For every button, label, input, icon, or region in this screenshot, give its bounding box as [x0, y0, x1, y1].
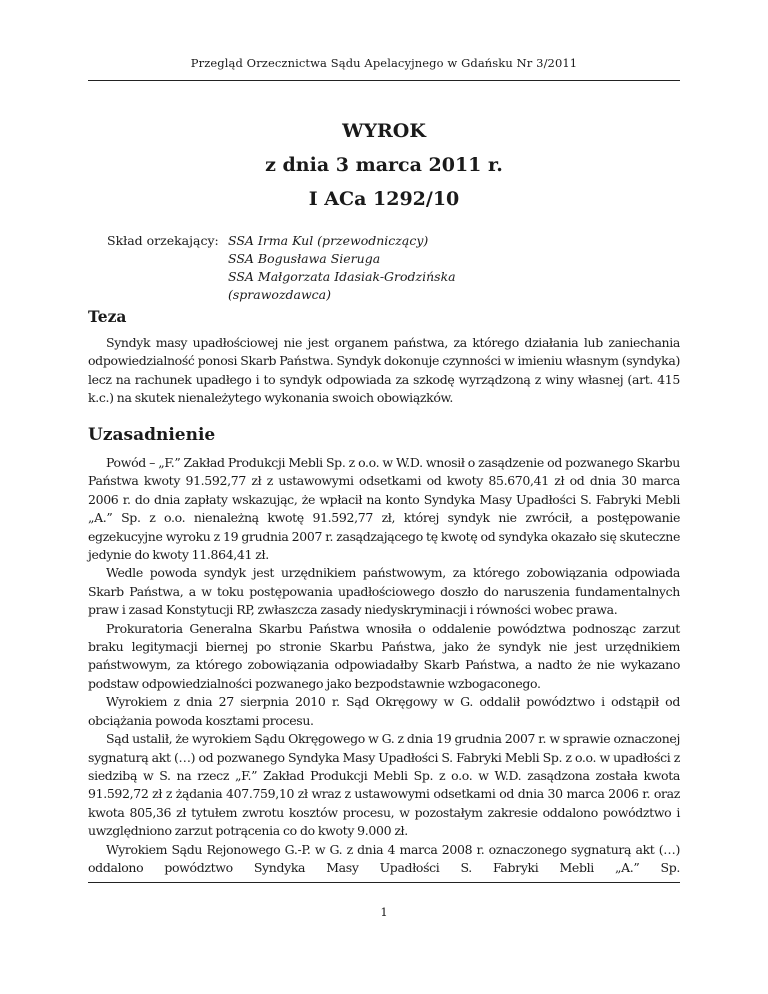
header-divider — [88, 80, 680, 81]
panel-member: SSA Małgorzata Idasiak-Grodzińska — [228, 269, 456, 284]
document-title-block — [88, 114, 680, 216]
panel-label: Skład orzekający: — [107, 233, 219, 248]
paragraph: Powód – „F.” Zakład Produkcji Mebli Sp. z o.o. w W.D. wnosił o zasądzenie od pozwanego Skarbu Państwa kwoty 91.592,77 zł z ustawowymi odsetkami od kwoty 85.670,41 zł od dnia 30 marca 2006 r. do dnia zapłaty wskazując, że wpłacił na konto Syndyka Masy Upadłości S. Fabryki Mebli „A.” Sp. z o.o. nienależną kwotę 91.592,77 zł, której syndyk nie zwrócił, a postępowanie egzekucyjne wyroku z 19 grudnia 2007 r. zasądzającego tę kwotę od syndyka okazało się skuteczne jedynie do kwoty 11.864,41 zł. — [88, 455, 680, 563]
document-type-title: WYROK — [342, 120, 426, 142]
page-number: 1 — [380, 905, 388, 919]
paragraph: Wedle powoda syndyk jest urzędnikiem państwowym, za którego zobowiązania odpowiada Skarb Państwa, a w toku postępowania upadłościowego doszło do naruszenia fundamentalnych praw i zasad Konstytucji RP, zwłaszcza zasady niedyskryminacji i równości wobec prawa. — [88, 565, 680, 618]
footer-divider — [88, 882, 680, 883]
judgment-date: z dnia 3 marca 2011 r. — [265, 154, 503, 176]
paragraph: Wyrokiem z dnia 27 sierpnia 2010 r. Sąd Okręgowy w G. oddalił powództwo i odstąpił od obciążania powoda kosztami procesu. — [88, 694, 680, 728]
panel-member: SSA Irma Kul (przewodniczący) — [228, 233, 429, 248]
justification-body — [88, 454, 680, 877]
case-reference: I ACa 1292/10 — [308, 188, 460, 210]
paragraph: Wyrokiem Sądu Rejonowego G.-P. w G. z dnia 4 marca 2008 r. oznaczonego sygnaturą akt (…) oddalono powództwo Syndyka Masy Upadłości S. Fabryki Mebli „A.” Sp. — [88, 841, 680, 875]
thesis-text: Syndyk masy upadłościowej nie jest organem państwa, za którego działania lub zaniechania odpowiedzialność ponosi Skarb Państwa. Syndyk dokonuje czynności w imieniu własnym (syndyka) lecz na rachunek upadłego i to syndyk odpowiada za szkodę wyrządzoną z winy własnej (art. 415 k.c.) na skutek nienależytego wykonania swoich obowiązków. — [88, 335, 680, 406]
panel-members — [228, 232, 456, 304]
panel-member: SSA Bogusława Sieruga — [228, 251, 381, 266]
panel-member: (sprawozdawca) — [228, 287, 332, 302]
running-header: Przegląd Orzecznictwa Sądu Apelacyjnego w Gdańsku Nr 3/2011 — [190, 56, 578, 70]
thesis-heading: Teza — [88, 307, 127, 326]
justification-heading: Uzasadnienie — [88, 425, 216, 445]
paragraph: Prokuratoria Generalna Skarbu Państwa wnosiła o oddalenie powództwa podnosząc zarzut braku legitymacji biernej po stronie Skarbu Państwa, jako że syndyk nie jest urzędnikiem państwowym, za którego zobowiązania odpowiadałby Skarb Państwa, a nadto że nie wykazano podstaw odpowiedzialności pozwanego jako bezpodstawnie wzbogaconego. — [88, 620, 680, 691]
paragraph: Sąd ustalił, że wyrokiem Sądu Okręgowego w G. z dnia 19 grudnia 2007 r. w sprawie oznaczonej sygnaturą akt (…) od pozwanego Syndyka Masy Upadłości S. Fabryki Mebli Sp. z o.o. w upadłości z siedzibą w S. na rzecz „F.” Zakład Produkcji Mebli Sp. z o.o. w W.D. zasądzona została kwota 91.592,72 zł z żądania 407.759,10 zł wraz z ustawowymi odsetkami od dnia 30 marca 2006 r. oraz kwota 805,36 zł tytułem zwrotu kosztów procesu, w pozostałym zakresie oddalono powództwo i uwzględniono zarzut potrącenia co do kwoty 9.000 zł. — [88, 731, 680, 839]
